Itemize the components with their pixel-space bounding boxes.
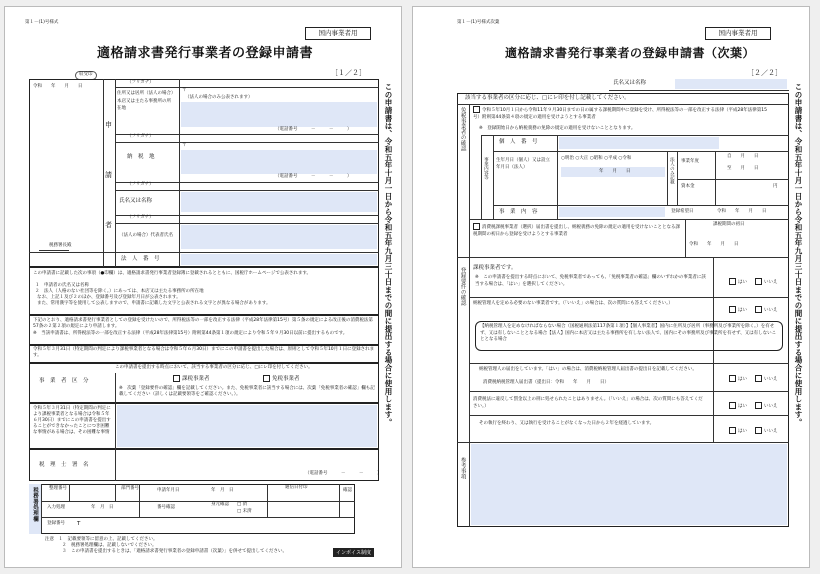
- footnote-3: ３ この申請書を提出するときは、「適格請求書発行事業者の登録申請書（次葉）」を併せて提出してください。: [62, 549, 287, 554]
- page-title: 適格請求書発行事業者の登録申請書: [97, 46, 314, 61]
- domestic-tag: 国内事業者用: [305, 27, 371, 40]
- address-note: （法人の場合のみ公表されます）: [185, 95, 253, 100]
- rep-input[interactable]: [181, 225, 377, 249]
- requirements-side: 登録要件の確認: [459, 267, 466, 306]
- receipt-stamp: 収受印: [75, 71, 97, 80]
- tax-place-mark: 〒: [182, 143, 187, 148]
- status-header: この申請書を提出する時点において、該当する事業者の区分に応じ、□にレ印を付してください。: [115, 365, 313, 370]
- form-page-2: [412, 6, 810, 568]
- req-taxable-yes[interactable]: はい: [729, 278, 747, 286]
- applied-date-ymd: 年 月 日: [211, 488, 234, 493]
- exempt-text[interactable]: 令和５年10月１日から令和11年９月30日までの日の属する課税期間中に登録を受け、所得税法等の一部を改正する法律（平成28年法律第15号）附則第44条第４項の規定の適用を受けようとする事業者: [473, 108, 767, 120]
- status-note: ※ 次葉「登録要件の確認」欄を記載してください。また、免税事業者に該当する場合には、次葉「免税事業者の確認」欄も記載してください（詳しくは記載要領等をご確認ください。）。: [119, 386, 375, 397]
- taxable-checkbox[interactable]: [173, 375, 180, 382]
- req-filed-no[interactable]: いいえ: [755, 375, 778, 383]
- business-input[interactable]: [559, 207, 665, 217]
- exempt-checkbox[interactable]: [473, 106, 480, 113]
- furigana-label-2: （フリガナ）: [127, 134, 154, 139]
- elect-date-label: 課税期間の初日: [713, 222, 745, 227]
- corp-no-input[interactable]: [181, 254, 377, 265]
- elect-checkbox[interactable]: [473, 223, 480, 230]
- invoice-badge: インボイス制度: [333, 548, 374, 557]
- name-label: 氏名又は名称: [613, 80, 647, 86]
- reference-side: 参考事項: [459, 457, 466, 479]
- status-exempt[interactable]: 免税事業者: [263, 375, 300, 383]
- name-label: 氏名又は名称: [119, 198, 153, 204]
- capital-label: 資本金: [681, 184, 695, 189]
- tax-place-phone: （電話番号 － － ）: [275, 174, 352, 179]
- furigana-label-3: （フリガナ）: [127, 182, 154, 187]
- tax-place-input[interactable]: [181, 150, 377, 174]
- reg-date-label: 登録希望日: [671, 209, 694, 214]
- signature-phone: （電話番号 － － ）: [305, 471, 382, 476]
- name-input[interactable]: [675, 79, 787, 89]
- id-not-done[interactable]: □ 未済: [237, 509, 252, 514]
- address-label: 住所又は居所（法人の場合）本店又は主たる事務所の所在地: [117, 91, 174, 111]
- req-admin-no[interactable]: いいえ: [755, 306, 778, 314]
- applicant-char-1: 申: [105, 121, 112, 129]
- address-mark: 〒: [182, 88, 187, 93]
- office-use-label: 税務署処理欄: [32, 487, 38, 522]
- page-number: ［２／２］: [747, 69, 782, 77]
- form-number: 第１－(1)号様式次葉: [457, 20, 500, 25]
- tax-office-label: 税務署長殿: [49, 243, 72, 248]
- notice-text: この申請書に記載した次の事項（●印欄）は、適格請求書発行事業者登録簿に登載されるとともに、国税庁ホームページで公表されます。: [33, 271, 311, 276]
- birth-ymd: 年 月 日: [599, 169, 631, 174]
- form-number: 第１－(1)号様式: [25, 20, 59, 25]
- elect-text[interactable]: 消費税課税事業者（選択）届出書を提出し、納税義務の免除の規定の適用を受けないこととなる課税期間の初日から登録を受けようとする事業者: [473, 225, 680, 237]
- notice-item-1: １ 申請者の氏名又は名称: [35, 283, 89, 288]
- form-page-1: [4, 6, 402, 568]
- entry-label: 入力処理: [47, 505, 65, 510]
- req-taxable-no[interactable]: いいえ: [755, 278, 778, 286]
- exempt-note: ※ 登録開始日から納税義務の免除の規定の適用を受けないこととなります。: [479, 126, 636, 131]
- instruction: 該当する事業者の区分に応じ、□にレ印を付し記載してください。: [465, 95, 630, 101]
- signature-label: 税 理 士 署 名: [39, 462, 89, 468]
- req-admin: 納税管理人を定める必要のない事業者です。（「いいえ」の場合は、次の質問にも答えてください。）: [473, 301, 673, 306]
- difficulty-note: 令和５年３月31日（特定期間の判定により課税事業者となる場合は令和５年６月30日）までにこの申請書を提出することができなかったことにつき困難な事情がある場合は、その困難な事情: [33, 406, 111, 435]
- exempt-checkbox[interactable]: [263, 375, 270, 382]
- domestic-tag: 国内事業者用: [705, 27, 771, 40]
- req-penalty: 消費税法に違反して罰金以上の刑に処せられたことはありません。（「いいえ」の場合は、次の質問にも答えてください。）: [473, 397, 703, 409]
- req-penalty-no[interactable]: いいえ: [755, 402, 778, 410]
- req-term-no[interactable]: いいえ: [755, 427, 778, 435]
- footnote-2: ２ 税務署処理欄は、記載しないでください。: [62, 543, 157, 548]
- status-taxable[interactable]: 課税事業者: [173, 375, 210, 383]
- reg-no-prefix: T: [77, 521, 81, 527]
- vertical-usage-note: この申請書は、令和五年十月一日から令和五年九月三十日までの間に提出する場合に使用します。: [794, 83, 803, 427]
- furigana-label: （フリガナ）: [127, 80, 154, 85]
- furigana-label-4: （フリガナ）: [127, 215, 154, 220]
- corp-only-label: 法人のみ記載: [669, 157, 675, 184]
- req-admin-filed: 納税管理人の届出をしています。「はい」の場合は、消費税納税管理人届出書の提出日を記載してください。: [479, 367, 697, 372]
- req-admin-yes[interactable]: はい: [729, 306, 747, 314]
- entry-ymd: 年 月 日: [91, 505, 114, 510]
- vertical-usage-note: この申請書は、令和五年十月一日から令和五年九月三十日までの間に提出する場合に使用します。: [384, 83, 393, 427]
- dept-no-label: 部門番号: [121, 486, 139, 491]
- address-input[interactable]: [181, 102, 377, 127]
- fiscal-to: 至 月 日: [727, 166, 759, 171]
- name-input[interactable]: [181, 192, 377, 212]
- applicant-char-3: 者: [105, 221, 112, 229]
- elect-date: 令和 年 月 日: [689, 242, 739, 247]
- note-paragraph: ※ 当該申請書は、所得税法等の一部を改正する法律（平成28年法律第15号）附則第44条第１項の規定により令和５年９月30日以前に提出するものです。: [33, 331, 348, 336]
- birth-label: 生年月日（個人）又は設立年月日（法人）: [496, 158, 550, 170]
- req-filed-yes[interactable]: はい: [729, 375, 747, 383]
- my-number-input[interactable]: [559, 137, 719, 149]
- confirm-label: 確認: [343, 488, 352, 493]
- reg-no-label: 登録番号: [47, 521, 65, 526]
- applicant-char-2: 請: [105, 171, 112, 179]
- tax-place-label: 納 税 地: [127, 154, 155, 160]
- admin-requirement-box: 【納税管理人を定めなければならない場合（国税通則法第117条第１項）】【個人事業者】国内に住所及び居所（事務所及び事業所を除く。）を有せず、又は有しないこととなる場合【法人】国内に本店又は主たる事務所を有しない法人で、国内にその事務所及び事業所を有せず、又は有しないこととなる場合: [475, 321, 783, 351]
- req-taxable: 課税事業者です。: [473, 265, 517, 271]
- id-check-label: 身元確認: [211, 502, 229, 507]
- page-title: 適格請求書発行事業者の登録申請書（次葉）: [505, 46, 756, 60]
- req-taxable-note: ※ この申請書を提出する時点において、免税事業者であっても、「免税事業者の確認」欄のいずれかの事業者に該当する場合は、「はい」を選択してください。: [475, 275, 706, 287]
- corp-no-label: 法 人 番 号: [121, 256, 160, 262]
- req-term-yes[interactable]: はい: [729, 427, 747, 435]
- business-label: 事 業 内 容: [499, 209, 538, 215]
- issue-stamp-label: 通信日付印: [285, 485, 308, 490]
- deadline-paragraph: 令和５年３月31日（特定期間の判定により課税事業者となる場合は令和５年６月30日）までにこの申請書を提出した場合は、原則として令和５年10月１日に登録されます。: [33, 347, 375, 358]
- reference-input[interactable]: [471, 444, 787, 525]
- address-phone: （電話番号 － － ）: [275, 127, 352, 132]
- id-done[interactable]: □ 済: [237, 502, 248, 507]
- body-paragraph: 下記のとおり、適格請求書発行事業者としての登録を受けたいので、所得税法等の一部を改正する法律（平成28年法律第15号）第５条の規定による改正後の消費税法第57条の２第２項の規定により申請します。: [33, 318, 373, 329]
- difficulty-input[interactable]: [117, 405, 377, 447]
- notice-item-3: なお、上記１及び２のほか、登録番号及び登録年月日が公表されます。: [37, 295, 181, 300]
- status-label: 事 業 者 区 分: [39, 378, 89, 384]
- exempt-side: 免税事業者の確認: [459, 107, 466, 151]
- no-check-label: 番号確認: [157, 505, 175, 510]
- fiscal-label: 事業年度: [681, 159, 699, 164]
- page-number: ［１／２］: [331, 69, 366, 77]
- ref-no-label: 整理番号: [49, 486, 67, 491]
- req-term: その執行を終わり、又は執行を受けることがなくなった日から２年を経過しています。: [479, 421, 655, 426]
- my-number-label: 個 人 番 号: [499, 139, 538, 145]
- applied-date-label: 申請年月日: [157, 488, 180, 493]
- req-penalty-yes[interactable]: はい: [729, 402, 747, 410]
- rep-label: （法人の場合）代表者氏名: [119, 233, 173, 238]
- fiscal-from: 自 月 日: [727, 154, 759, 159]
- req-admin-filed-date: 消費税納税管理人届出書（提出日：令和 年 月 日）: [483, 380, 609, 385]
- date-label: 令和 年 月 日: [33, 84, 83, 89]
- era-options[interactable]: ○明治 ○大正 ○昭和 ○平成 ○令和: [561, 156, 632, 161]
- capital-yen: 円: [773, 184, 778, 189]
- footnote-1: 注意 １ 記載要領等に留意の上、記載してください。: [45, 537, 158, 542]
- personal-side: 事業内容等: [483, 157, 489, 180]
- notice-item-2: ２ 法人（人格のない社団等を除く。）にあっては、本店又は主たる事務所の所在地: [35, 289, 204, 294]
- reg-date-value: 令和 年 月 日: [717, 209, 767, 214]
- notice-item-4: また、常用漢字等を使用して公表しますので、申請書に記載した文字と公表される文字とが異なる場合があります。: [37, 301, 271, 306]
